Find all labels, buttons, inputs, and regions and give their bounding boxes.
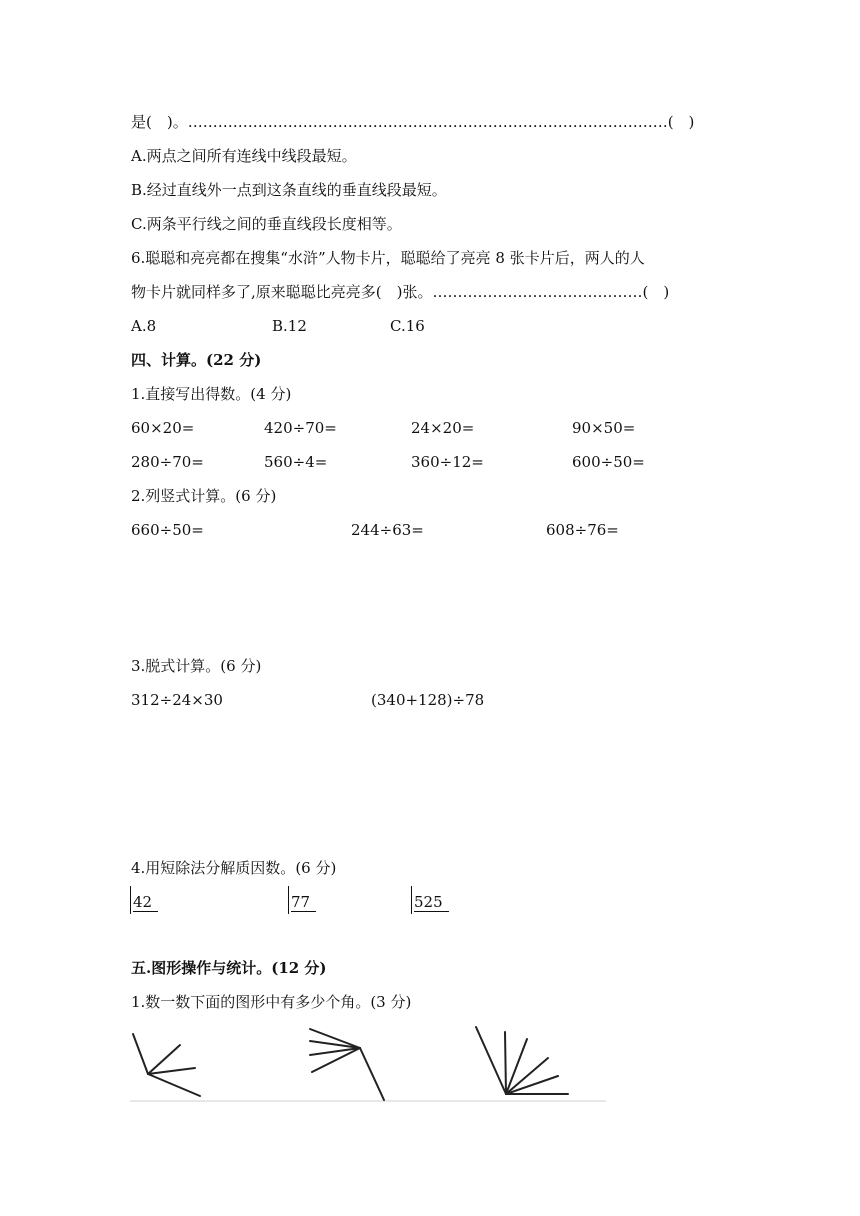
q5-option-a: A.两点之间所有连线中线段最短。 — [131, 147, 357, 165]
section4-title: 四、计算。(22 分) — [131, 351, 262, 369]
oral-calc-item: 420÷70= — [264, 419, 337, 437]
angle-figures — [128, 1024, 608, 1104]
division-bracket — [130, 886, 131, 914]
oral-calc-item: 90×50= — [572, 419, 636, 437]
step-calc-item: 312÷24×30 — [131, 691, 223, 709]
oral-calc-item: 60×20= — [131, 419, 195, 437]
q6-line1: 6.聪聪和亮亮都在搜集“水浒”人物卡片，聪聪给了亮亮 8 张卡片后，两人的人 — [131, 249, 645, 267]
short-division-525 — [411, 892, 449, 912]
vertical-calc-item: 608÷76= — [546, 521, 619, 539]
dividend: 77 — [291, 893, 316, 912]
oral-calc-item: 24×20= — [411, 419, 475, 437]
section5-q1-title: 1.数一数下面的图形中有多少个角。(3 分) — [131, 993, 412, 1011]
vertical-calc-item: 244÷63= — [351, 521, 424, 539]
vertical-calc-item: 660÷50= — [131, 521, 204, 539]
q5-option-b: B.经过直线外一点到这条直线的垂直线段最短。 — [131, 181, 447, 199]
dividend: 42 — [133, 893, 158, 912]
angle-figure-2 — [310, 1029, 384, 1100]
q5-option-c: C.两条平行线之间的垂直线段长度相等。 — [131, 215, 402, 233]
oral-calc-item: 600÷50= — [572, 453, 645, 471]
short-division-42 — [130, 892, 158, 912]
oral-calc-item: 280÷70= — [131, 453, 204, 471]
section5-title: 五.图形操作与统计。(12 分) — [131, 959, 327, 977]
oral-calc-item: 560÷4= — [264, 453, 328, 471]
q6-option-a: A.8 — [131, 317, 157, 335]
short-division-77 — [288, 892, 316, 912]
section4-q3-title: 3.脱式计算。(6 分) — [131, 657, 262, 675]
q6-line2: 物卡片就同样多了,原来聪聪比亮亮多( )张。……………………………………( ) — [131, 283, 670, 301]
division-bracket — [411, 886, 412, 914]
dividend: 525 — [414, 893, 449, 912]
angle-figure-3 — [476, 1027, 568, 1094]
section4-q4-title: 4.用短除法分解质因数。(6 分) — [131, 859, 337, 877]
q5-tail: 是( )。……………………………………………………………………………………( ) — [131, 113, 695, 131]
q6-option-b: B.12 — [272, 317, 307, 335]
section4-q2-title: 2.列竖式计算。(6 分) — [131, 487, 277, 505]
angle-figure-1 — [133, 1034, 200, 1096]
q6-option-c: C.16 — [390, 317, 425, 335]
division-bracket — [288, 886, 289, 914]
section4-q1-title: 1.直接写出得数。(4 分) — [131, 385, 292, 403]
oral-calc-item: 360÷12= — [411, 453, 484, 471]
step-calc-item: (340+128)÷78 — [371, 691, 485, 709]
